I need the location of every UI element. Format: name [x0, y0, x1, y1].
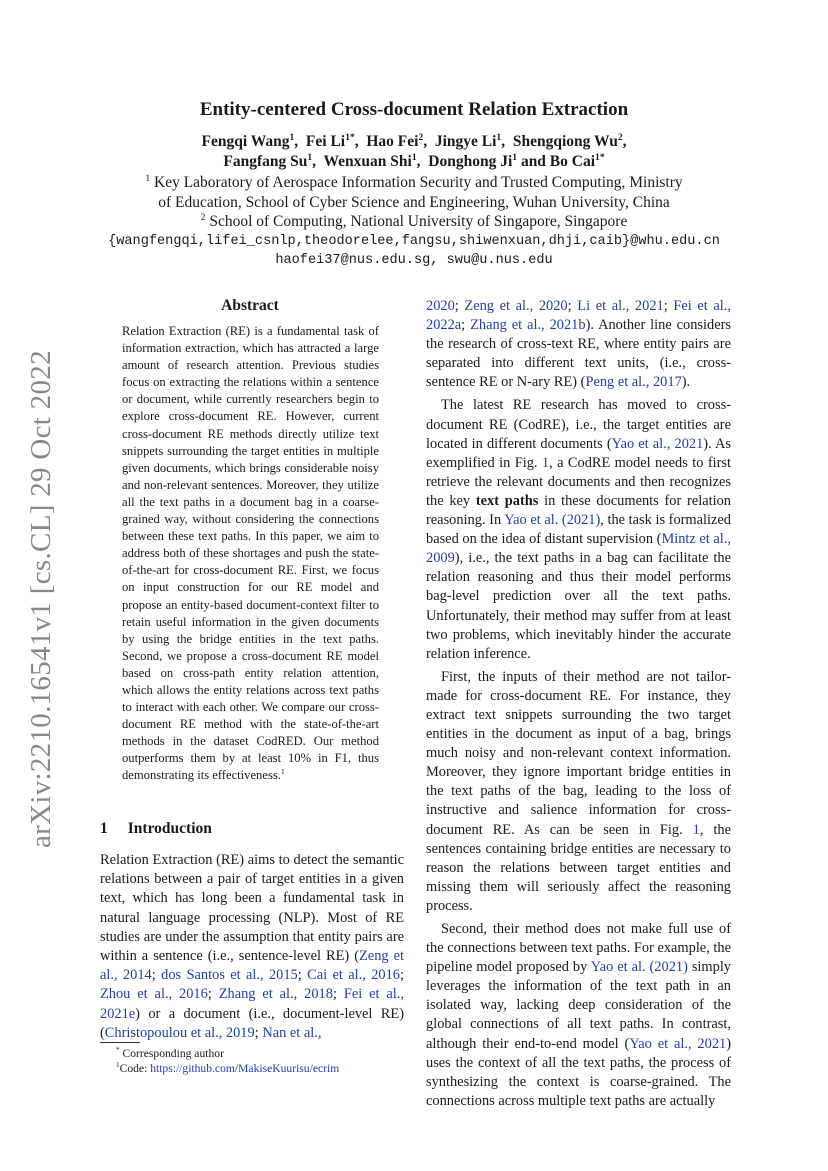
paragraph-text: simply leverages the information of the text path in an isolated way, lacking deep consideration of the global connections of all text paths. In contrast, although their end-to-end model (	[426, 959, 732, 1052]
paragraph	[426, 297, 731, 392]
citation-link[interactable]: Zeng et al., 2020	[464, 298, 568, 314]
affiliation-text: Key Laboratory of Aerospace Information Security and Trusted Computing, Ministry	[154, 174, 683, 191]
affiliation-1-line-2: of Education, School of Cyber Science and Engineering, Wuhan University, China	[158, 194, 670, 211]
citation-link[interactable]: Li et al., 2021	[577, 298, 664, 314]
author-name: Fengqi Wang	[201, 133, 290, 150]
citation-link[interactable]: Nan et al.,	[262, 1024, 322, 1041]
author-emails-line-1: {wangfengqi,lifei_csnlp,theodorelee,fangsu,shiwenxuan,dhji,caib}@whu.edu.cn	[108, 234, 720, 249]
citation-link[interactable]: Fei et al., 2021e	[100, 986, 404, 1022]
citation-link[interactable]: Zeng et al., 2014	[100, 948, 404, 984]
section-number: 1	[100, 820, 108, 837]
paragraph-text: ) uses the context of all the text paths, the process of synthesizing the context is coarse-grained. The connections across multiple text paths are actually	[426, 1035, 732, 1109]
paragraph-text: ).	[681, 374, 691, 391]
author-name: Donghong Ji	[428, 153, 513, 170]
footnote-text: Corresponding author	[122, 1047, 224, 1060]
footnotes	[100, 1046, 404, 1076]
arxiv-identifier: arXiv:2210.16541v1 [cs.CL] 29 Oct 2022	[25, 350, 57, 848]
author-affil-mark: 1*	[345, 131, 355, 143]
citation-separator: ;	[399, 967, 404, 984]
paragraph-text: ). Another line considers the research of cross-text RE, where entity pairs are separated into different text units, (i.e., cross-sentence RE or N-ary RE) (	[426, 317, 731, 391]
paragraph-text: ). As exemplified in Fig.	[426, 435, 731, 471]
citation-link[interactable]: 2020	[426, 298, 455, 314]
author-affil-mark: 1	[307, 151, 313, 163]
citation-link[interactable]: Zhang et al., 2021b	[470, 317, 586, 334]
author-affil-mark: 1	[411, 151, 417, 163]
paragraph-text: ), i.e., the text paths in a bag can facilitate the relation reasoning and thus their model performs bag-level prediction over all the text paths. Unfortunately, their method may suffer from at least two problems, which inevitably hinder the accurate relation inference.	[426, 550, 731, 662]
citation-separator: ;	[567, 298, 578, 314]
footnote-code	[100, 1061, 404, 1076]
authors-line-1: Fengqi Wang$^1$, Fei $Li^{1*}$, Hao Fei$^2$, Jingye Li$^1$, Shengqiong Wu$^2$,	[201, 131, 627, 150]
author-name: Jingye Li	[434, 133, 497, 150]
author-affil-mark: 1	[496, 131, 502, 143]
citation-link[interactable]: Zhou et al., 2016	[100, 986, 208, 1003]
citation-separator: ;	[454, 298, 465, 314]
figure-reference-link[interactable]: 1	[541, 454, 550, 471]
paragraph-text: Relation Extraction (RE) aims to detect the semantic relations between a pair of target entities in a given text, which has long been a fundamental task in natural language processing (NLP). Most of RE studies are under the assumption that entity pairs are within a sentence (i.e., sentence-level RE) (	[100, 852, 404, 965]
citation-separator: ;	[461, 317, 471, 334]
affiliation-text: School of Computing, National University of Singapore, Singapore	[209, 213, 628, 230]
author-emails-line-2: haofei37@nus.edu.sg, swu@u.nus.edu	[275, 253, 553, 268]
author-name: Shengqiong Wu	[512, 133, 618, 150]
figure-reference-link[interactable]: 1	[692, 821, 700, 838]
footnote-mark: *	[116, 1046, 120, 1055]
citation-link[interactable]: Yao et al., 2021	[611, 435, 704, 452]
citation-separator: ;	[332, 986, 344, 1003]
abstract-heading: Abstract	[221, 297, 279, 314]
citation-separator: ;	[254, 1024, 263, 1041]
citation-link[interactable]: Mintz et al., 2009	[426, 531, 731, 567]
citation-link[interactable]: Christopoulou et al., 2019	[104, 1024, 255, 1041]
paragraph	[426, 668, 731, 916]
paragraph-text: , the sentences containing bridge entities are necessary to reason the relations between target entities and missing them will seriously affect the reasoning process.	[426, 821, 732, 914]
citation-link[interactable]: Yao et al. (2021)	[504, 512, 601, 529]
author-affil-mark: 1	[512, 151, 518, 163]
code-url-link[interactable]: https://github.com/MakiseKuurisu/ecrim	[150, 1062, 340, 1075]
abstract-text: Relation Extraction (RE) is a fundamental task of information extraction, which has attracted a large amount of research attention. Previous studies focus on extracting the relations within a sentence or document, while currently researchers begin to explore cross-document RE. However, current cross-document RE methods directly utilize text snippets surrounding the target entities in multiple given documents, which brings considerable noisy and non-relevant sentences. Moreover, they utilize all the text paths in a document bag in a coarse-grained way, without considering the connections between these text paths. In this paper, we aim to address both of these shortages and push the state-of-the-art for cross-document RE. First, we focus on input construction for our RE model and propose an entity-based document-context filter to retain useful information in the given documents by using the bridge entities in the text paths. Second, we propose a cross-document RE model based on cross-path entity relation attention, which allows the entity relations across text paths to interact with each other. We compare our cross-document RE method with the state-of-the-art methods in the dataset CodRED. Our method outperforms them by at least 10% in F1, thus demonstrating its effectiveness.	[122, 324, 379, 783]
citation-separator: ;	[297, 967, 308, 984]
emphasis-text: text paths	[475, 492, 539, 509]
paragraph-text: First, the inputs of their method are not tailor-made for cross-document RE. For instance, they extract text snippets surrounding the two target entities in the document as input of a bag, brings much noisy and non-relevant context information. Moreover, they ignore important bridge entities in the text paths of the bag, leading to the loss of instructive and salience information for cross-document RE. As can be seen in Fig.	[426, 668, 731, 838]
author-name: Fei Li	[305, 133, 346, 150]
right-column	[426, 297, 731, 1115]
paragraph-text: , the task is formalized based on the idea of distant supervision (	[426, 512, 731, 548]
paper-title: Entity-centered Cross-document Relation Extraction	[199, 99, 629, 120]
citation-separator: ;	[663, 298, 674, 314]
paragraph-text: Second, their method does not make full use of the connections between text paths. For example, the pipeline model proposed by	[426, 921, 731, 976]
author-name: Fangfang Su	[223, 153, 308, 170]
abstract-body	[122, 323, 379, 785]
author-affil-mark: 1*	[595, 151, 605, 163]
footnote-text: Code:	[119, 1062, 151, 1075]
section-heading-introduction	[100, 820, 232, 838]
paragraph	[426, 920, 731, 1111]
paragraph-text: ) or a document (i.e., document-level RE) (	[100, 1005, 404, 1041]
citation-link[interactable]: Cai et al., 2016	[307, 967, 400, 984]
citation-link[interactable]: Yao et al. (2021)	[590, 959, 688, 976]
author-affil-mark: 2	[418, 131, 424, 143]
affiliation-2	[0, 213, 828, 231]
citation-separator: ;	[207, 986, 219, 1003]
author-affil-mark: 1	[289, 131, 295, 143]
affiliation-mark: 1	[145, 172, 151, 184]
footnote-divider	[100, 1042, 140, 1043]
citation-link[interactable]: Peng et al., 2017	[585, 374, 682, 391]
citation-link[interactable]: Fei et al., 2022a	[426, 298, 731, 334]
section-title: Introduction	[127, 820, 212, 837]
affiliation-mark: 2	[200, 211, 206, 223]
citation-separator: ;	[151, 967, 162, 984]
footnote-mark: 1	[116, 1061, 120, 1070]
affiliation-1-line-1	[0, 174, 828, 192]
author-name: Hao Fei	[366, 133, 419, 150]
citation-link[interactable]: dos Santos et al., 2015	[161, 967, 298, 984]
introduction-paragraph	[100, 851, 404, 1043]
author-name: Wenxuan Shi	[323, 153, 412, 170]
paragraph-text: , a CodRE model needs to first retrieve the relevant documents and then recognizes the key	[426, 454, 731, 509]
citation-link[interactable]: Yao et al., 2021	[629, 1035, 727, 1052]
paragraph-text: in these documents for relation reasoning. In	[426, 492, 731, 529]
footnote-mark: 1	[280, 767, 285, 777]
footnote-corresponding	[100, 1046, 404, 1061]
citation-link[interactable]: Zhang et al., 2018	[218, 986, 333, 1003]
author-affil-mark: 2	[617, 131, 623, 143]
paragraph	[426, 396, 731, 663]
paragraph-text: The latest RE research has moved to cross-document RE (CodRE), i.e., the target entities are located in different documents (	[426, 397, 731, 452]
author-name: and Bo Cai	[520, 153, 596, 170]
authors-line-2: Fangfang Su$^1$, Wenxuan Shi$^1$, Donghong Ji$^1$ and Bo Cai$^{1*}$	[223, 151, 605, 170]
